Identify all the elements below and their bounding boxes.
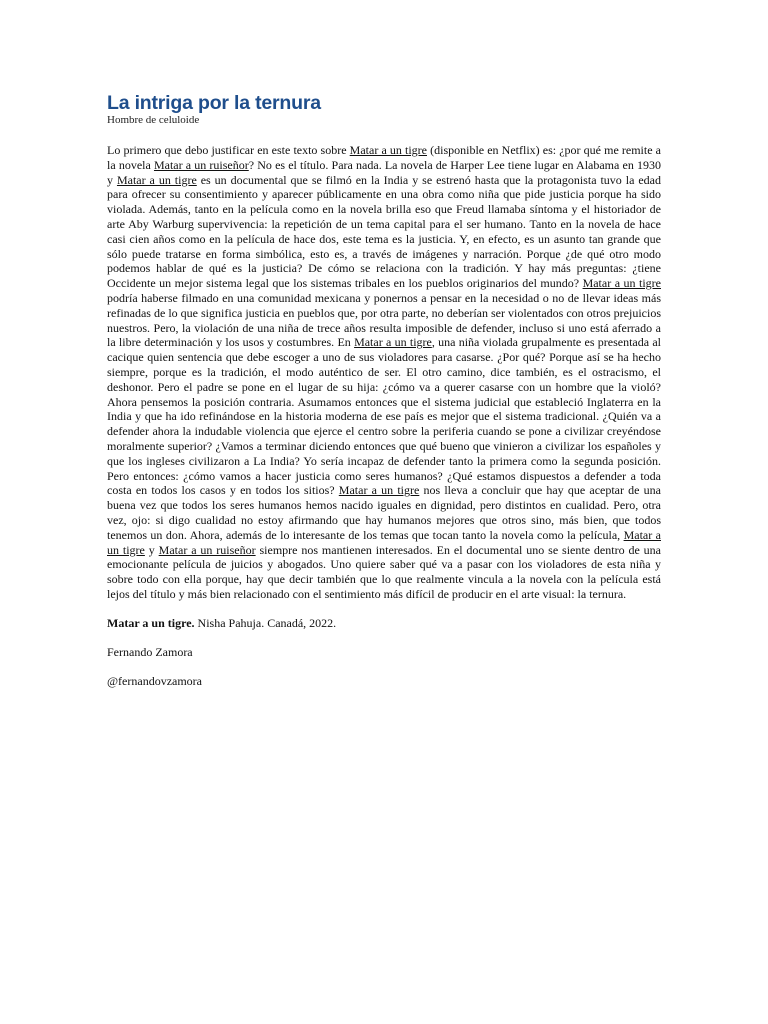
- film-title-reference: Matar a un tigre: [582, 276, 661, 291]
- article-body: [107, 143, 661, 602]
- film-title: Matar a un tigre.: [107, 615, 195, 630]
- film-title-reference: Matar a un ruiseñor: [153, 157, 249, 172]
- film-title-reference: Matar a un tigre: [354, 335, 432, 350]
- article-title: La intriga por la ternura: [107, 92, 321, 114]
- film-title-reference: Matar a un tigre: [116, 172, 197, 187]
- film-credit: [107, 616, 661, 631]
- film-title-reference: Matar a un tigre: [107, 527, 661, 557]
- body-text-segment: es un documental que se filmó en la India y se estrenó hasta que la protagonista tuvo la edad para ofrecer su consentimiento y aparecer públicamente en una obra como niña que pide justicia porque ha sido violada. Además, tanto en la película como en la novela brilla eso que Freud llamaba síntoma y el historiador de arte Aby Warburg supervivencia: la repetición de un tema capital para el ser humano. Tanto en la novela de hace casi cien años como en la película de hace dos, este tema es la justicia. Y, en efecto, es un asunto tan grande que sólo puede tratarse en forma simbólica, esto es, a través de imágenes y narración. Porque ¿de qué otro modo podemos hablar de qué es la justicia? De cómo se relaciona con la tradición. Y hay más preguntas: ¿tiene Occidente un mejor sistema legal que los sistemas tribales en los pueblos originarios del mundo?: [107, 172, 662, 291]
- body-text-segment: nos lleva a concluir que hay que aceptar de una buena vez que todos los seres humanos hemos nacido iguales en dignidad, pero distintos en cualidad. Pero, otra vez, ojo: si digo cualidad no estoy afirmando que hay humanos mejores que otros sino, más bien, que todos tenemos un don. Ahora, además de lo interesante de los temas que tocan tanto la novela como la película,: [107, 483, 662, 542]
- article-section: Hombre de celuloide: [107, 114, 200, 126]
- body-text-segment: y: [144, 542, 159, 557]
- body-text-segment: (disponible en Netflix) es: ¿por qué me remite a la novela: [107, 143, 662, 172]
- body-text-segment: siempre nos mantienen interesados. En el documental uno se siente dentro de una emocionante película de juicios y abogados. Uno quiere saber qué va a pasar con los violadores de esta niña y sobre todo con ella porque, hay que decir también que lo que realmente vincula a la novela con la película está lejos del título y más bien relacionado con el sentimiento más difícil de producir en el arte visual: la ternura.: [107, 542, 661, 601]
- author-handle: @fernandovzamora: [107, 673, 203, 688]
- film-title-reference: Matar a un ruiseñor: [158, 542, 256, 557]
- author-name: Fernando Zamora: [107, 644, 193, 659]
- film-details: Nisha Pahuja. Canadá, 2022.: [194, 615, 337, 630]
- article: [107, 92, 661, 689]
- body-text-segment: , una niña violada grupalmente es presentada al cacique quien sentencia que debe escoger a uno de sus violadores para casarse. ¿Por qué? Porque así se ha hecho siempre, porque es la tradición, el modo auténtico de ser. El otro camino, dice también, es el ostracismo, el deshonor. Pero el padre se pone en el lugar de su hija: ¿cómo va a querer casarse con un hombre que la violó? Ahora pensemos la posición contraria. Asumamos entonces que el sistema judicial que estableció Inglaterra en la India y que ha ido refinándose en la historia moderna de ese país es mejor que el sistema tradicional. ¿Quién va a defender ahora la indudable violencia que ejerce el centro sobre la periferia cuando se pone a civilizar creyéndose moralmente superior? ¿Vamos a terminar diciendo entonces que qué bueno que vinieron a civilizar los españoles y que los ingleses civilizaron a La India? Yo sería incapaz de defender tanto la primera como la segunda posición. Pero entonces: ¿cómo vamos a hacer justicia como seres humanos? ¿Qué estamos dispuestos a defender a toda costa en todos los casos y en todos los sitios?: [107, 335, 662, 498]
- body-text-segment: podría haberse filmado en una comunidad mexicana y ponernos a pensar en la necesidad o no de llevar ideas más refinadas de lo que significa justicia en pueblos que, por otra parte, no deberían ser violentados con otros prejuicios nuestros. Pero, la violación de una niña de trece años resulta imposible de defender, incluso si uno está aferrado a la libre determinación y los usos y costumbres. En: [107, 290, 661, 350]
- film-title-reference: Matar a un tigre: [338, 483, 420, 498]
- body-text-segment: Lo primero que debo justificar en este texto sobre: [107, 143, 350, 157]
- body-text-segment: ? No es el título. Para nada. La novela de Harper Lee tiene lugar en Alabama en 1930 y: [107, 157, 661, 187]
- film-title-reference: Matar a un tigre: [349, 143, 427, 157]
